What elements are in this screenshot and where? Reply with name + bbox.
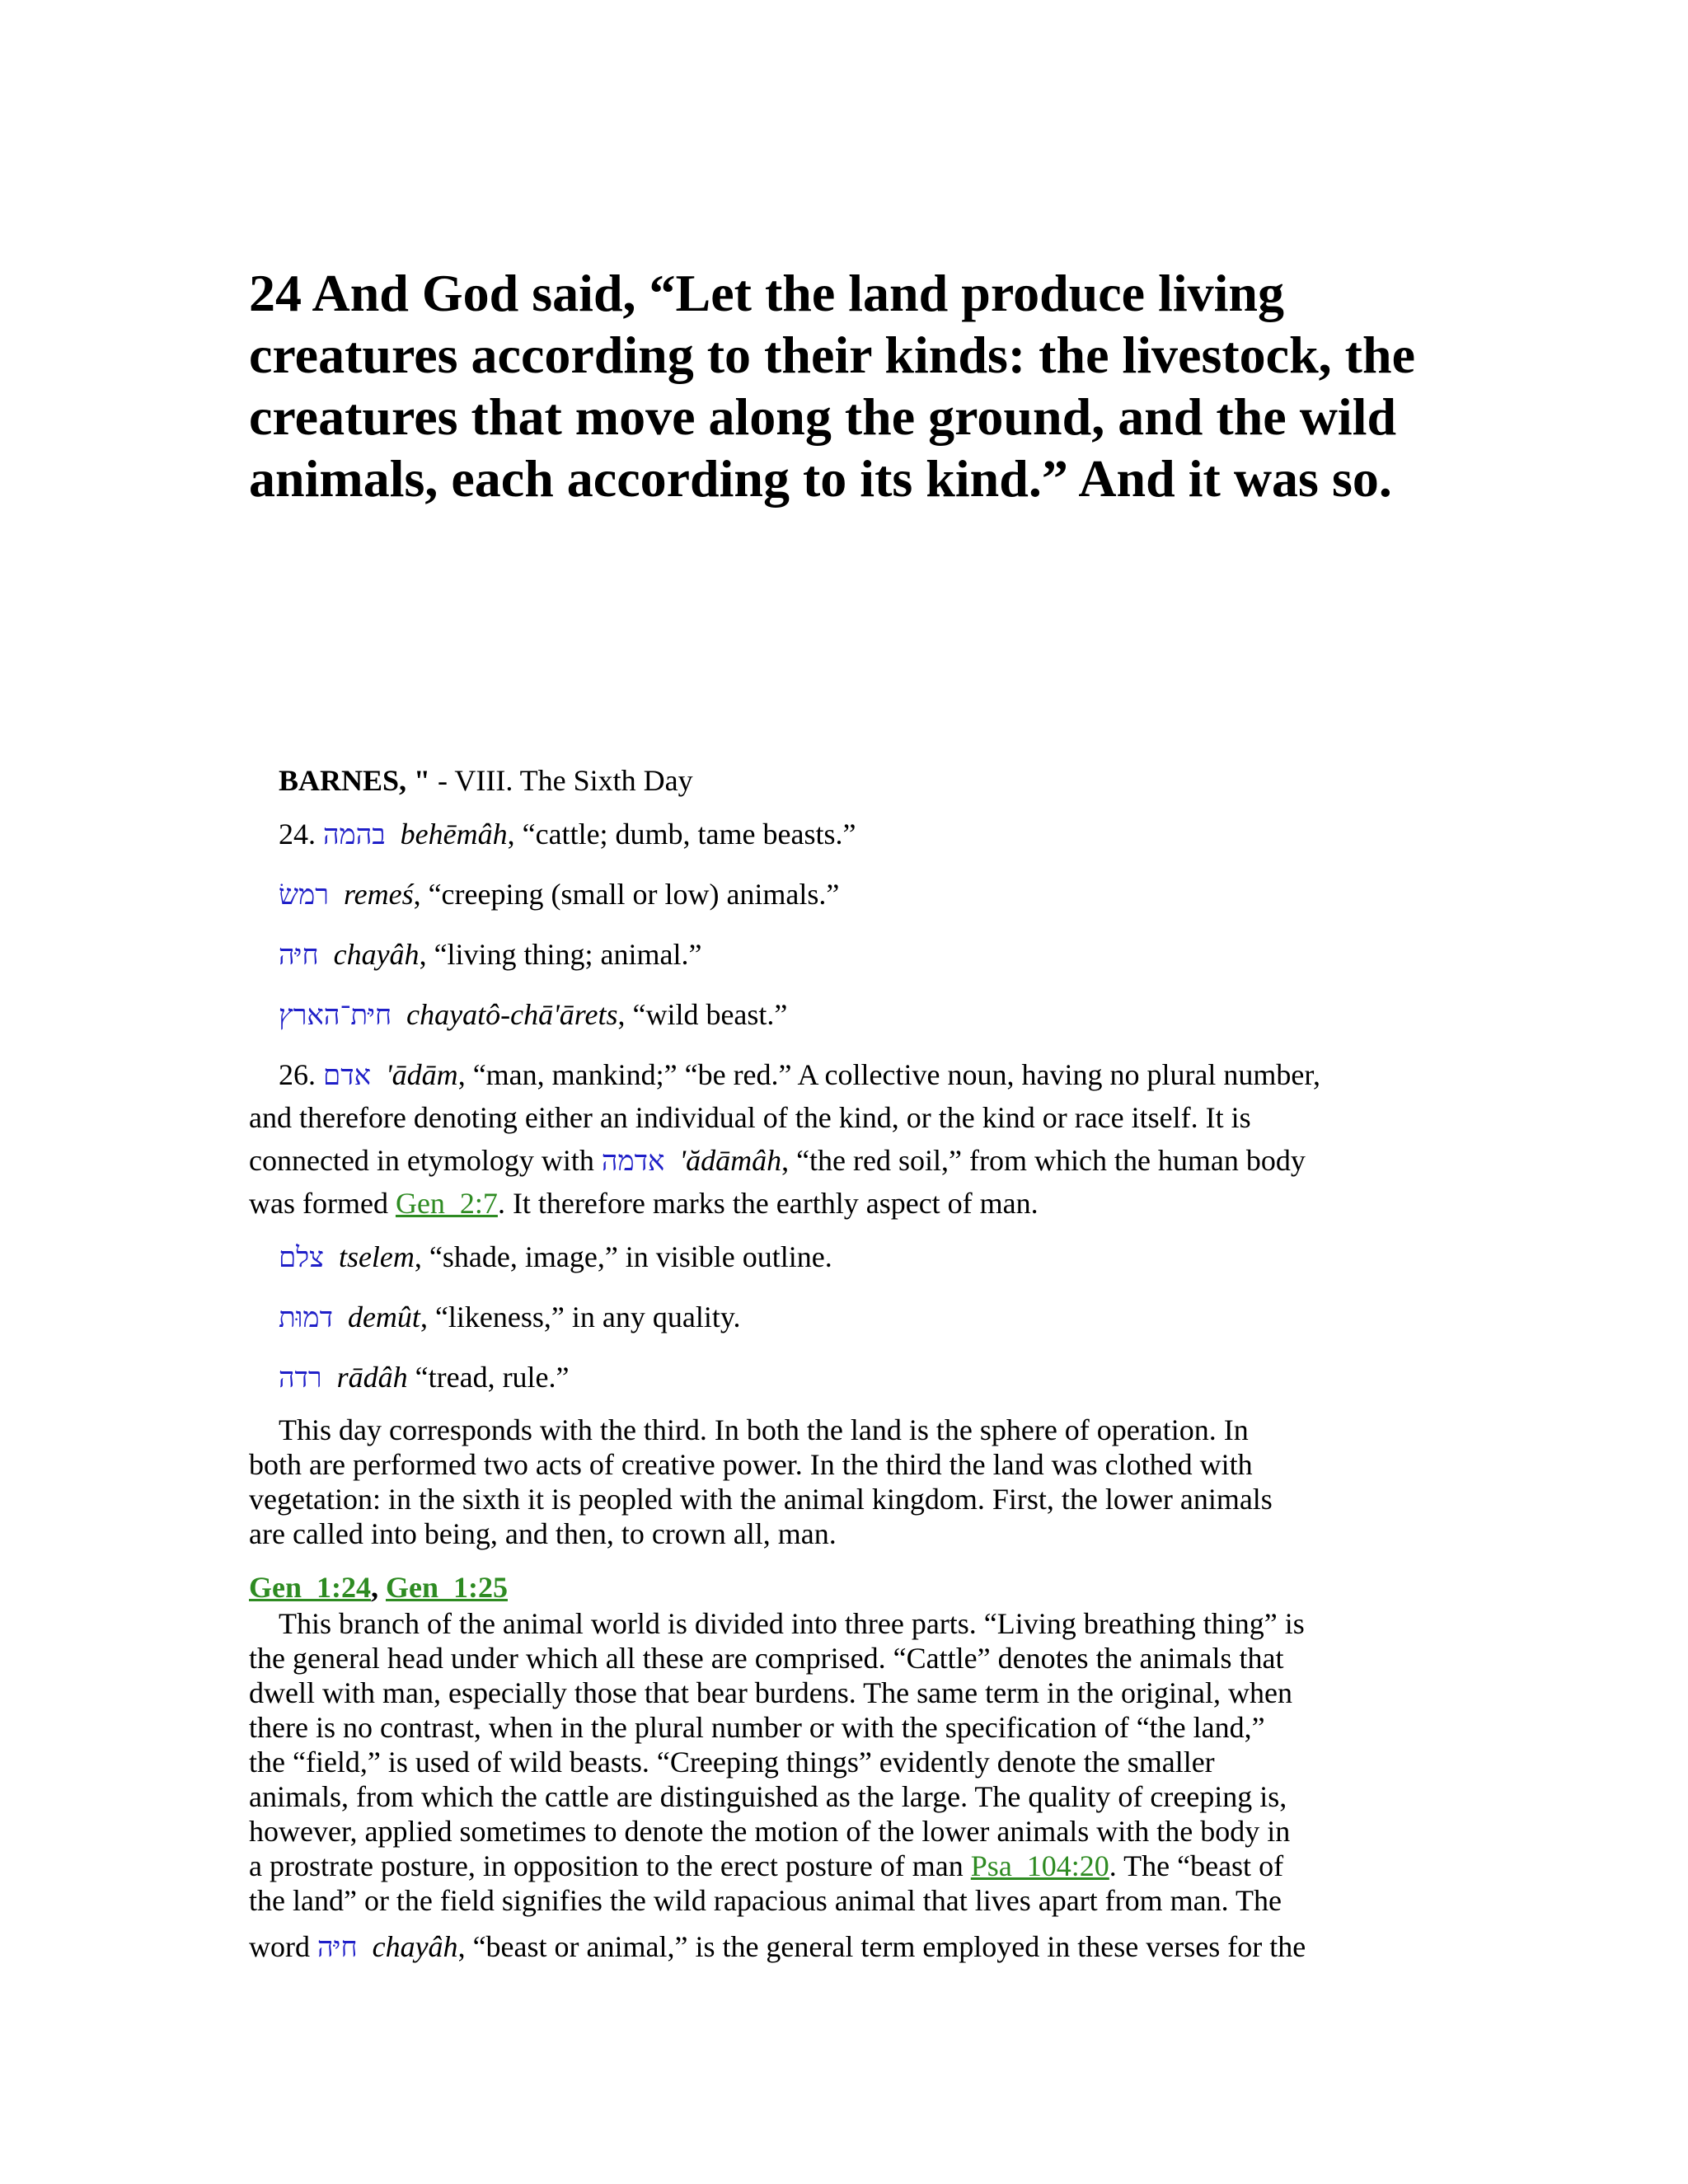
para2-line-10 (249, 1929, 1306, 1966)
text: word (249, 1930, 317, 1963)
entry-radah (279, 1359, 570, 1396)
hebrew-word: חיּה (279, 939, 319, 972)
transliteration: 'ādām (385, 1058, 458, 1091)
transliteration: behēmâh (400, 818, 508, 851)
text: . The “beast of (1109, 1849, 1284, 1882)
verse-heading: 24 And God said, “Let the land produce living creatures according to their kinds: the livestock, the creatures that move along the ground, and the wild animals, each according to its kind.” And it was so. (249, 264, 1415, 508)
scripture-link-gen-1-25[interactable]: Gen_1:25 (386, 1571, 508, 1604)
gloss: , “man, mankind;” “be red.” A collective noun, having no plural number, (457, 1058, 1320, 1091)
text: connected in etymology with (249, 1144, 602, 1177)
hebrew-word: חיּה (317, 1931, 358, 1964)
para2-line-3: dwell with man, especially those that bear burdens. The same term in the original, when (249, 1676, 1292, 1709)
hebrew-word: רמשׂ (279, 879, 329, 912)
hebrew-word: חיּת־הארץ (279, 999, 392, 1032)
entry-wild-beast (279, 996, 787, 1033)
entry-chayah (279, 936, 702, 973)
entry-behemah (279, 816, 856, 853)
scripture-link-gen-2-7[interactable]: Gen_2:7 (395, 1187, 498, 1220)
para2-line-2: the general head under which all these are comprised. “Cattle” denotes the animals that (249, 1642, 1284, 1675)
scripture-link-psa-104-20[interactable]: Psa_104:20 (970, 1849, 1109, 1882)
adam-line-1 (279, 1057, 1320, 1094)
adam-line-2: and therefore denoting either an individual of the kind, or the kind or race itself. It is (249, 1101, 1251, 1134)
entry-demut (279, 1299, 741, 1336)
para1-line-3: vegetation: in the sixth it is peopled with the animal kingdom. First, the lower animals (249, 1483, 1273, 1516)
hebrew-word: דמוּת (279, 1301, 333, 1334)
transliteration: chayatô-chā'ārets (406, 998, 618, 1031)
transliteration: demût (347, 1301, 420, 1333)
para2-line-4: there is no contrast, when in the plural number or with the specification of “the land,” (249, 1711, 1265, 1744)
barnes-label: BARNES, " (279, 764, 431, 797)
text: a prostrate posture, in opposition to the erect posture of man (249, 1849, 971, 1882)
para2-line-9: the land” or the field signifies the wild rapacious animal that lives apart from man. The (249, 1884, 1282, 1917)
adam-line-3 (249, 1142, 1306, 1179)
gloss: , “creeping (small or low) animals.” (413, 878, 840, 911)
entry-tselem (279, 1239, 832, 1276)
gloss: “tread, rule.” (407, 1361, 570, 1394)
transliteration: rādâh (336, 1361, 408, 1394)
para2-line-1: This branch of the animal world is divided into three parts. “Living breathing thing” is (279, 1607, 1305, 1640)
text: . It therefore marks the earthly aspect of man. (497, 1187, 1039, 1220)
transliteration: chayâh (372, 1930, 458, 1963)
para2-line-7: however, applied sometimes to denote the motion of the lower animals with the body in (249, 1815, 1291, 1848)
gloss: , “living thing; animal.” (419, 938, 702, 971)
verse-number: 24. (279, 818, 323, 851)
adam-line-4 (249, 1185, 1039, 1221)
barnes-heading-line (279, 762, 693, 799)
para1-line-1: This day corresponds with the third. In both the land is the sphere of operation. In (279, 1413, 1249, 1446)
section-title: - VIII. The Sixth Day (430, 764, 693, 797)
hebrew-word: אדם (323, 1059, 371, 1092)
para2-line-8 (249, 1848, 1283, 1884)
gloss: , “cattle; dumb, tame beasts.” (507, 818, 856, 851)
hebrew-word: רדה (279, 1361, 322, 1394)
hebrew-word: אדמה (601, 1145, 665, 1178)
para1-line-4: are called into being, and then, to crown all, man. (249, 1517, 837, 1550)
transliteration: tselem (338, 1240, 415, 1273)
verse-number: 26. (279, 1058, 323, 1091)
text: was formed (249, 1187, 396, 1220)
section-reference-heading (249, 1569, 508, 1605)
para1-line-2: both are performed two acts of creative power. In the third the land was clothed with (249, 1448, 1253, 1481)
text: , “beast or animal,” is the general term employed in these verses for the (457, 1930, 1306, 1963)
hebrew-word: בהמה (323, 818, 386, 851)
scripture-link-gen-1-24[interactable]: Gen_1:24 (249, 1571, 371, 1604)
transliteration: 'ădāmâh (679, 1144, 782, 1177)
gloss: , “shade, image,” in visible outline. (414, 1240, 832, 1273)
gloss: , “likeness,” in any quality. (420, 1301, 741, 1333)
hebrew-word: צלם (279, 1241, 324, 1274)
para2-line-6: animals, from which the cattle are distinguished as the large. The quality of creeping is, (249, 1780, 1287, 1813)
para2-line-5: the “field,” is used of wild beasts. “Creeping things” evidently denote the smaller (249, 1746, 1215, 1779)
entry-remes (279, 876, 839, 913)
text: , “the red soil,” from which the human body (781, 1144, 1306, 1177)
transliteration: chayâh (333, 938, 420, 971)
transliteration: remeś (343, 878, 414, 911)
separator: , (371, 1571, 386, 1604)
gloss: , “wild beast.” (617, 998, 788, 1031)
